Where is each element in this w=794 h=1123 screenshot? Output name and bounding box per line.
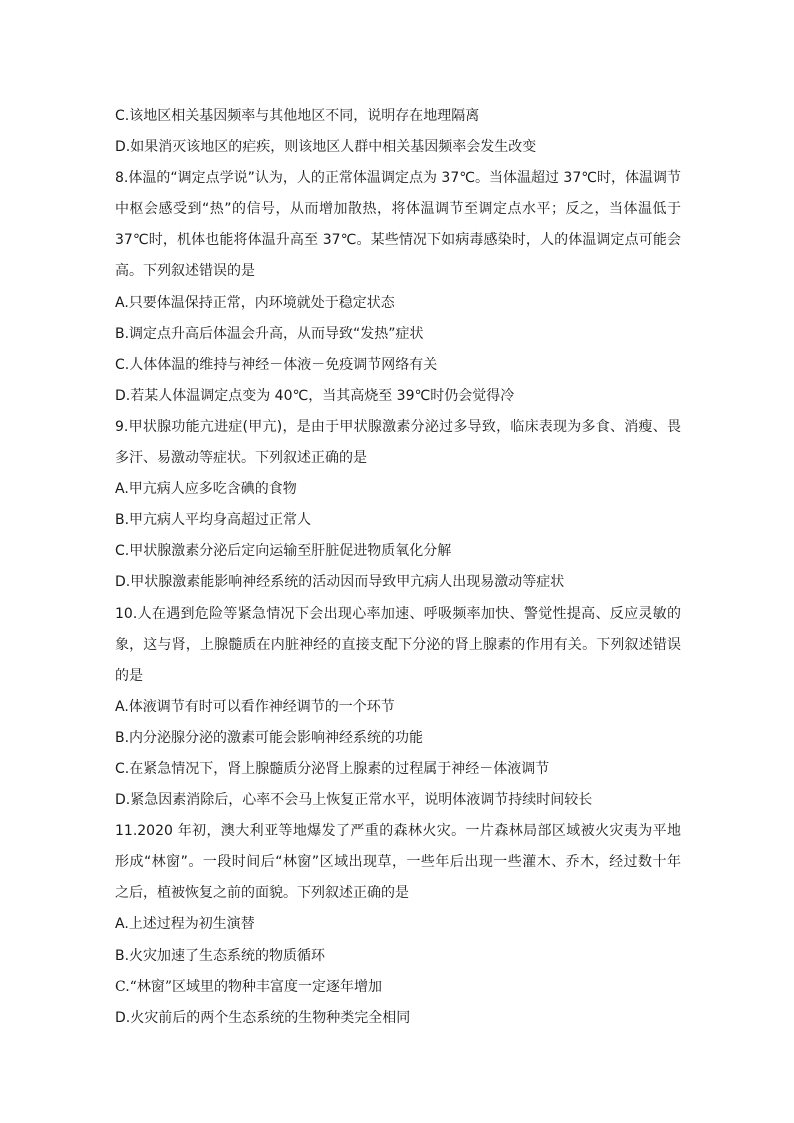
question-11-line-1: 11.2020 年初，澳大利亚等地爆发了严重的森林火灾。一片森林局部区域被火灾夷为平地 [115, 823, 681, 840]
option-a-q11: A.上述过程为初生演替 [115, 916, 255, 933]
question-10-line-3: 的是 [115, 667, 143, 684]
question-text-block [115, 101, 681, 1034]
question-11-line-2: 形成“林窗”。一段时间后“林窗”区域出现草，一些年后出现一些灌木、乔木，经过数十年 [115, 854, 681, 871]
question-8-line-4: 高。下列叙述错误的是 [115, 263, 255, 280]
question-9-line-1: 9.甲状腺功能亢进症(甲亢)，是由于甲状腺激素分泌过多导致，临床表现为多食、消瘦、畏 [115, 418, 681, 435]
option-d-q11: D.火灾前后的两个生态系统的生物种类完全相同 [115, 1009, 411, 1026]
question-8-line-1: 8.体温的“调定点学说”认为，人的正常体温调定点为 37℃。当体温超过 37℃时，体温调节 [115, 170, 681, 187]
question-9-line-2: 多汗、易激动等症状。下列叙述正确的是 [115, 450, 367, 467]
option-a-q9: A.甲亢病人应多吃含碘的食物 [115, 481, 297, 498]
option-d-q8: D.若某人体温调定点变为 40℃，当其高烧至 39℃时仍会觉得冷 [115, 387, 515, 404]
option-b-q8: B.调定点升高后体温会升高，从而导致“发热”症状 [115, 325, 424, 342]
question-8-line-3: 37℃时，机体也能将体温升高至 37℃。某些情况下如病毒感染时，人的体温调定点可能会 [115, 232, 681, 249]
option-c-q10: C.在紧急情况下，肾上腺髓质分泌肾上腺素的过程属于神经－体液调节 [115, 760, 550, 777]
option-d-q9: D.甲状腺激素能影响神经系统的活动因而导致甲亢病人出现易激动等症状 [115, 574, 565, 591]
option-c-q8: C.人体体温的维持与神经－体液－免疫调节网络有关 [115, 356, 438, 373]
option-a-q8: A.只要体温保持正常，内环境就处于稳定状态 [115, 294, 395, 311]
option-d-q7: D.如果消灭该地区的疟疾，则该地区人群中相关基因频率会发生改变 [115, 139, 537, 156]
option-c-q11: C.“林窗”区域里的物种丰富度一定逐年增加 [115, 978, 382, 995]
option-c-q7: C.该地区相关基因频率与其他地区不同，说明存在地理隔离 [115, 108, 480, 124]
option-b-q10: B.内分泌腺分泌的激素可能会影响神经系统的功能 [115, 729, 424, 746]
question-8-line-2: 中枢会感受到“热”的信号，从而增加散热，将体温调节至调定点水平；反之，当体温低于 [115, 201, 681, 218]
option-c-q9: C.甲状腺激素分泌后定向运输至肝脏促进物质氧化分解 [115, 543, 452, 560]
question-10-line-2: 象，这与肾，上腺髓质在内脏神经的直接支配下分泌的肾上腺素的作用有关。下列叙述错误 [115, 636, 681, 653]
question-11-line-3: 之后，植被恢复之前的面貌。下列叙述正确的是 [115, 885, 409, 902]
question-10-line-1: 10.人在遇到危险等紧急情况下会出现心率加速、呼吸频率加快、警觉性提高、反应灵敏的 [115, 605, 681, 622]
option-b-q11: B.火灾加速了生态系统的物质循环 [115, 947, 326, 964]
option-b-q9: B.甲亢病人平均身高超过正常人 [115, 512, 312, 529]
option-a-q10: A.体液调节有时可以看作神经调节的一个环节 [115, 698, 395, 715]
option-d-q10: D.紧急因素消除后，心率不会马上恢复正常水平，说明体液调节持续时间较长 [115, 792, 593, 809]
